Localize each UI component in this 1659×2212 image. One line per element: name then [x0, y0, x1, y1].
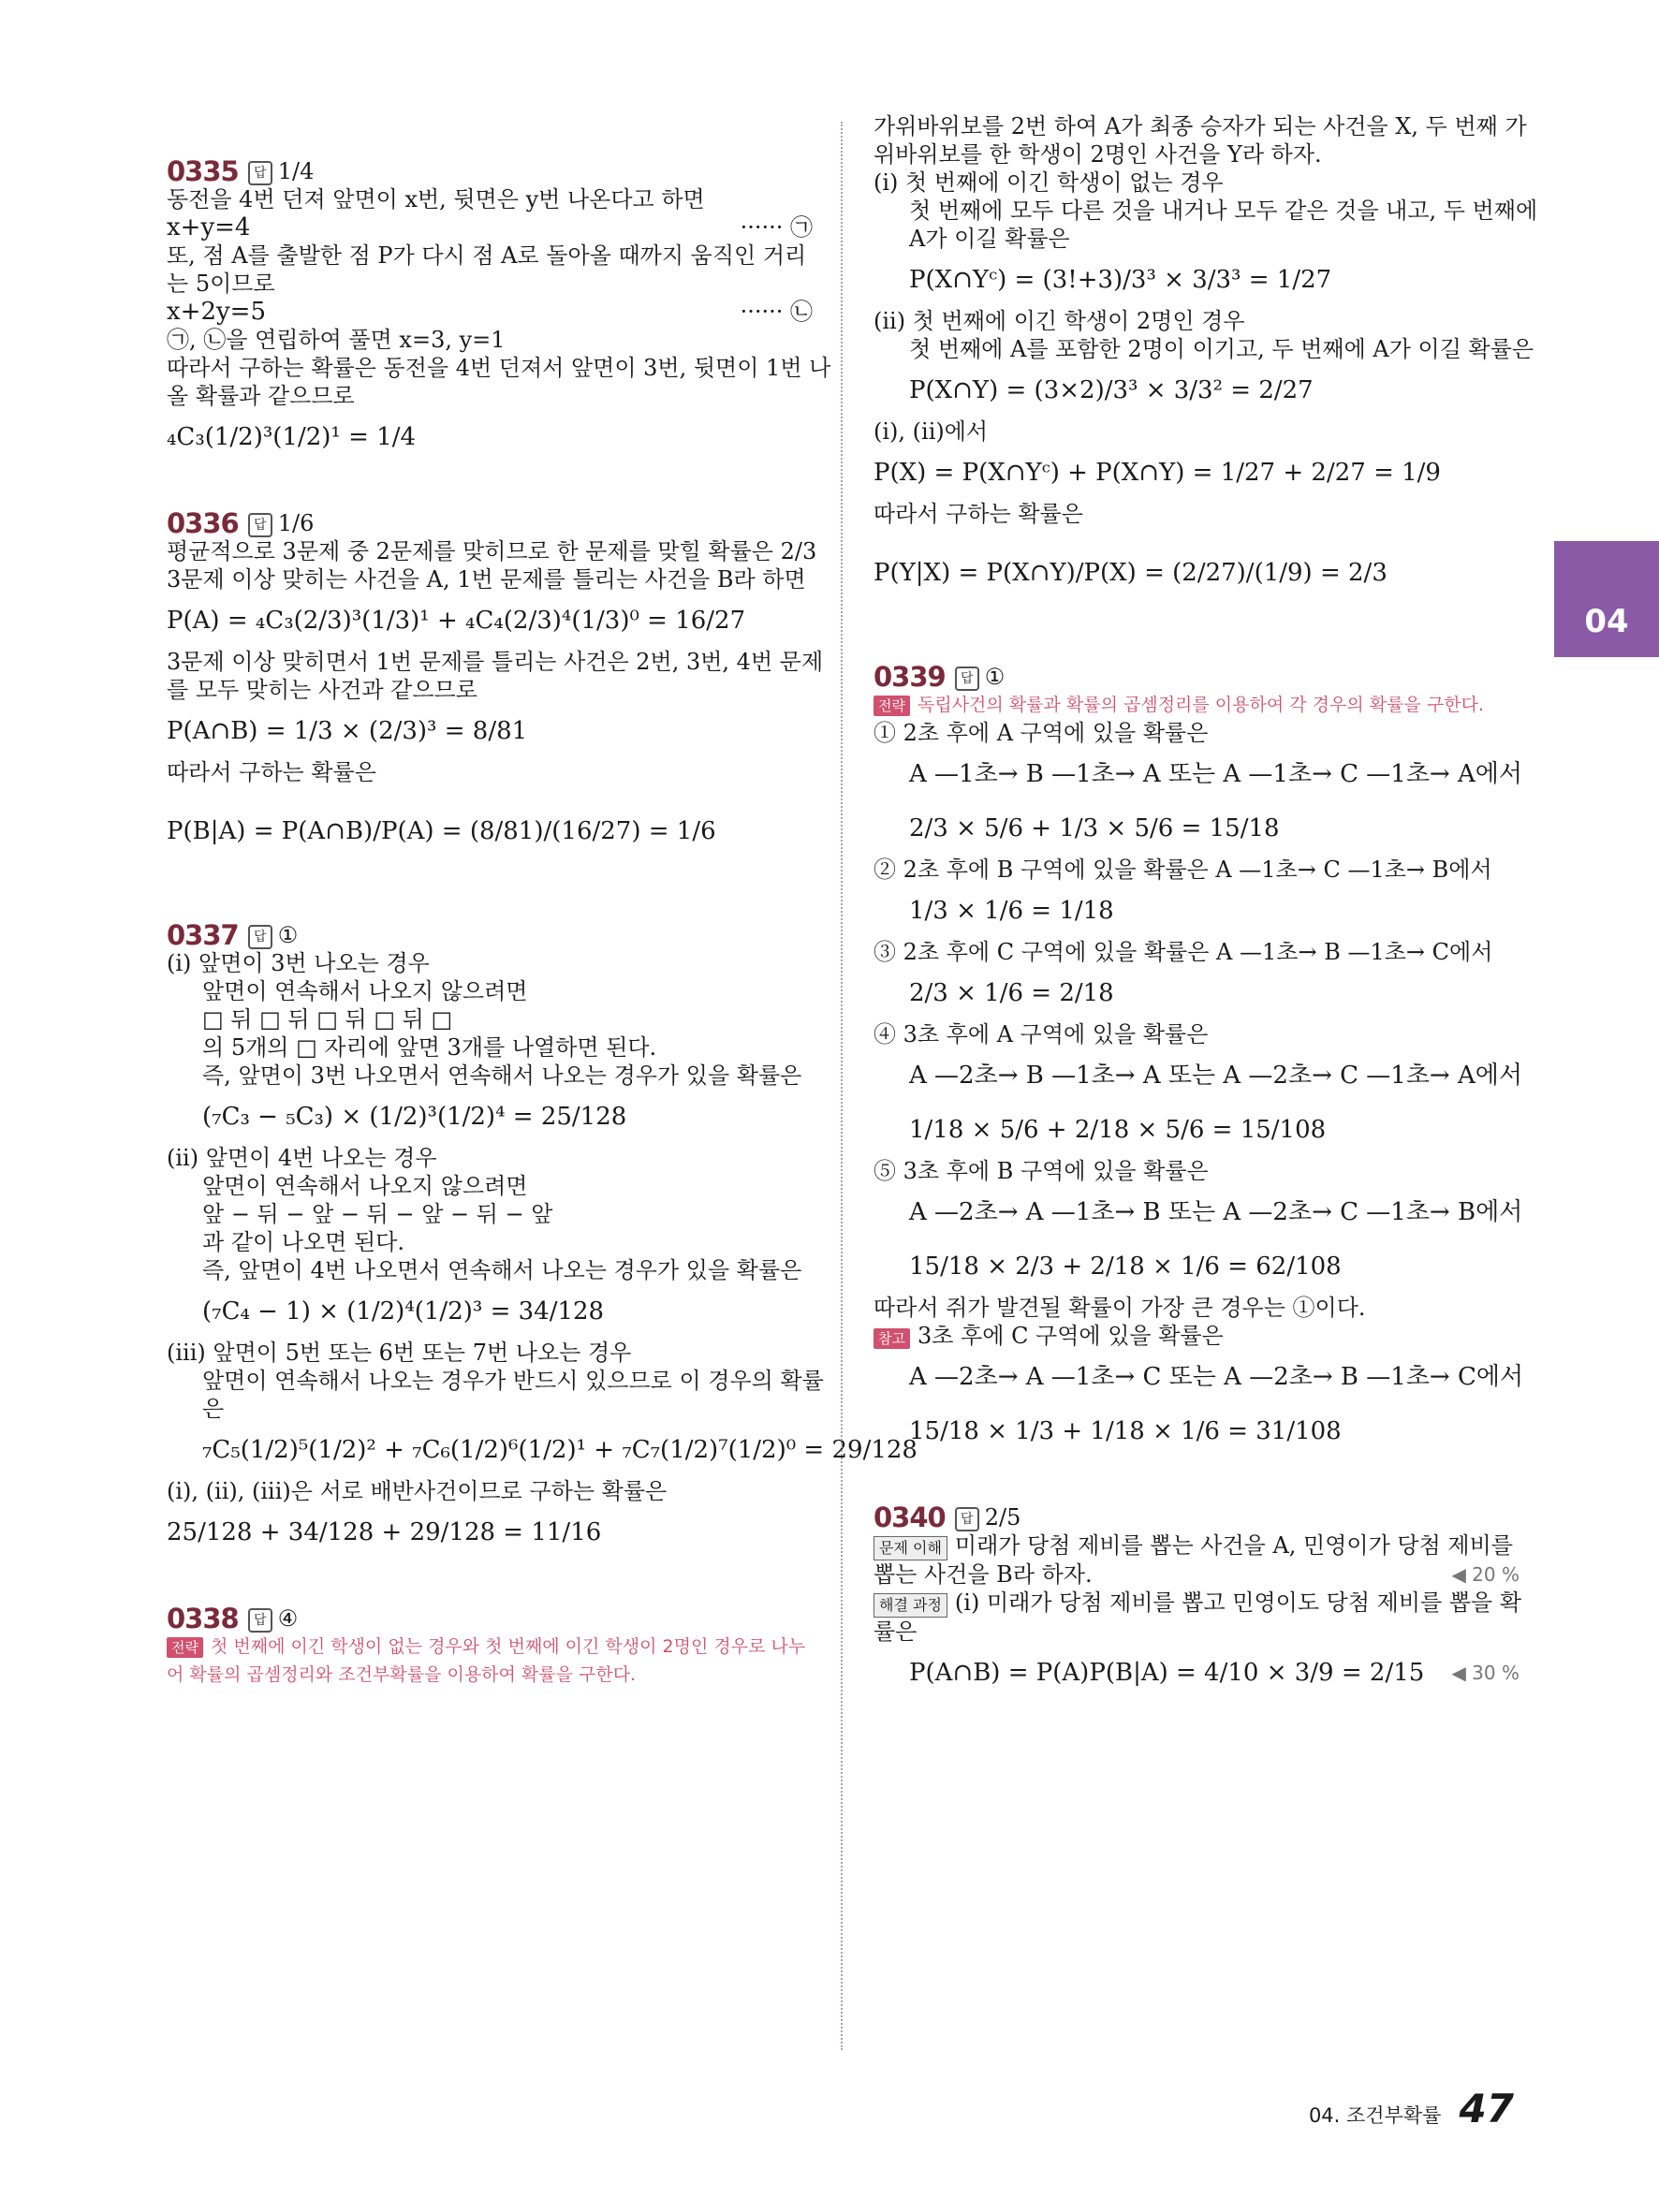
indented-text: [167, 1062, 813, 1090]
body-text: [167, 1339, 813, 1367]
text-content: 또, 점 A를 출발한 점 P가 다시 점 A로 돌아올 때까지 움직인 거리: [167, 242, 807, 269]
formula: P(A∩B) = P(A)P(B|A) = 4/10 × 3/9 = 2/15: [909, 1659, 1425, 1687]
indented-text: [874, 197, 1538, 225]
math-line: [874, 1239, 1520, 1294]
math-line: [874, 1185, 1523, 1239]
body-text: [874, 307, 1520, 335]
text-content: □ 뒤 □ 뒤 □ 뒤 □ 뒤 □: [202, 1006, 453, 1033]
formula: P(X) = P(X∩Yᶜ) + P(X∩Y) = 1/27 + 2/27 = 1/9: [874, 459, 1441, 487]
body-text: [167, 565, 813, 593]
body-text: [874, 856, 1520, 884]
body-text: [874, 1294, 1520, 1322]
text-content: 첫 번째에 A를 포함한 2명이 이기고, 두 번째에 A가 이길 확률은: [909, 336, 1534, 362]
formula: P(Y|X) = P(X∩Y)/P(X) = (2/27)/(1/9) = 2/3: [874, 559, 1387, 587]
strategy-note: [874, 691, 1520, 719]
text-content: ④ 3초 후에 A 구역에 있을 확률은: [874, 1021, 1209, 1047]
equation-ref: ······ ㉡: [740, 299, 813, 325]
step-text: (i) 미래가 당첨 제비를 뽑고 민영이도 당첨 제비를 뽑을 확: [954, 1589, 1522, 1616]
chapter-tab: [1554, 541, 1659, 657]
body-text: [874, 500, 1520, 528]
text-content: 3문제 이상 맞히는 사건을 A, 1번 문제를 틀리는 사건을 B라 하면: [167, 566, 806, 593]
answer-value: 1/6: [277, 510, 315, 536]
text-content: 따라서 구하는 확률은: [167, 759, 376, 785]
answer-badge: 답: [955, 667, 979, 691]
text-content: 은: [202, 1396, 225, 1422]
problem-number: 0336: [167, 507, 239, 539]
body-text: [167, 1477, 813, 1505]
formula: (₇C₃ − ₅C₃) × (1/2)³(1/2)⁴ = 25/128: [202, 1103, 627, 1131]
text-content: 가위바위보를 2번 하여 A가 최종 승자가 되는 사건을 X, 두 번째 가: [874, 113, 1527, 139]
strategy-text: 독립사건의 확률과 확률의 곱셈정리를 이용하여 각 경우의 확률을 구한다.: [917, 695, 1484, 715]
text-content: 앞면이 연속해서 나오는 경우가 반드시 있으므로 이 경우의 확률: [202, 1368, 824, 1394]
text-content: (ii) 첫 번째에 이긴 학생이 2명인 경우: [874, 308, 1245, 334]
problem-number: 0340: [874, 1502, 946, 1533]
math-line: [167, 1284, 813, 1339]
problem-number: 0337: [167, 919, 239, 951]
reference-note: [874, 1322, 1520, 1350]
text-content: (i) 앞면이 3번 나오는 경우: [167, 950, 430, 976]
formula: 2/3 × 1/6 = 2/18: [909, 979, 1114, 1007]
body-text: [167, 537, 817, 565]
formula: 15/18 × 1/3 + 1/18 × 1/6 = 31/108: [909, 1417, 1342, 1445]
math-line: [167, 1505, 813, 1560]
indented-text: [167, 1256, 813, 1284]
math-line: [167, 1090, 813, 1144]
text-content: 따라서 구하는 확률은: [874, 501, 1083, 527]
step-tag: 문제 이해: [874, 1536, 947, 1560]
formula: ₇C₅(1/2)⁵(1/2)² + ₇C₆(1/2)⁶(1/2)¹ + ₇C₇(1/2)⁷(1/2)⁰ = 29/128: [202, 1436, 918, 1464]
reference-text: 3초 후에 C 구역에 있을 확률은: [917, 1323, 1224, 1349]
body-text: [167, 354, 831, 382]
step-text: 미래가 당첨 제비를 뽑는 사건을 A, 민영이가 당첨 제비를: [954, 1532, 1513, 1559]
formula: P(X∩Yᶜ) = (3!+3)/3³ × 3/3³ = 1/27: [909, 266, 1332, 294]
math-line: [167, 1423, 918, 1477]
math-line: [874, 1048, 1520, 1103]
text-content: ③ 2초 후에 C 구역에 있을 확률은 A —1초→ B —1초→ C에서: [874, 939, 1493, 965]
body-text: [874, 140, 1520, 168]
answer-badge: 답: [248, 513, 272, 537]
body-text: [167, 270, 813, 298]
strategy-note: [167, 1633, 813, 1689]
page-number: 47: [1459, 2086, 1514, 2131]
formula: P(X∩Y) = (3×2)/3³ × 3/3² = 2/27: [909, 376, 1314, 404]
answer-badge: 답: [248, 1608, 272, 1633]
text-content: A가 이길 확률은: [909, 226, 1070, 252]
body-text: [874, 417, 1520, 446]
formula: 25/128 + 34/128 + 29/128 = 11/16: [167, 1518, 602, 1546]
text-content: ㉠, ㉡을 연립하여 풀면 x=3, y=1: [167, 327, 506, 353]
problem-header: [874, 1487, 1520, 1531]
answer-value: 1/4: [277, 158, 315, 184]
math-line: [167, 786, 813, 876]
text-content: ⑤ 3초 후에 B 구역에 있을 확률은: [874, 1158, 1209, 1184]
math-line: [874, 363, 1520, 417]
problem-header: [874, 646, 1520, 691]
strategy-text: 첫 번째에 이긴 학생이 없는 경우와 첫 번째에 이긴 학생이 2명인 경우로 나누어 확률의 곱셈정리와 조건부확률을 이용하여 확률을 구한다.: [167, 1636, 806, 1685]
score-percent: ◀ 30 %: [1451, 1662, 1520, 1684]
equation: x+y=4: [167, 213, 251, 242]
answer-badge: 답: [248, 925, 272, 949]
step-text: 률은: [874, 1619, 918, 1645]
text-content: 동전을 4번 던져 앞면이 x번, 뒷면은 y번 나온다고 하면: [167, 186, 705, 212]
graded-step: [874, 1531, 1520, 1560]
text-content: (iii) 앞면이 5번 또는 6번 또는 7번 나오는 경우: [167, 1340, 632, 1366]
problem-header: [167, 140, 813, 185]
body-text: [167, 949, 813, 977]
text-content: 평균적으로 3문제 중 2문제를 맞히므로 한 문제를 맞힐 확률은 2/3: [167, 538, 817, 564]
answer-value: ①: [277, 922, 299, 948]
answer-badge: 답: [955, 1507, 979, 1531]
math-line: [874, 884, 1520, 938]
text-content: 앞면이 연속해서 나오지 않으려면: [202, 1173, 528, 1199]
math-line: [167, 410, 813, 464]
math-line: [874, 966, 1520, 1020]
indented-text: [167, 1228, 813, 1256]
answer-value: ①: [984, 664, 1006, 690]
body-text: [167, 242, 813, 270]
math-line: [874, 446, 1520, 500]
indented-text: [167, 1172, 813, 1200]
text-content: (i), (ii)에서: [874, 418, 989, 445]
body-text: [874, 1020, 1520, 1048]
problem-number: 0335: [167, 155, 239, 187]
problem-header: [167, 904, 813, 949]
body-text: [874, 1157, 1520, 1185]
text-content: ① 2초 후에 A 구역에 있을 확률은: [874, 720, 1209, 746]
text-content: 따라서 쥐가 발견될 확률이 가장 큰 경우는 ①이다.: [874, 1295, 1366, 1321]
indented-text: [167, 1395, 813, 1423]
equation: x+2y=5: [167, 298, 267, 326]
graded-step-cont: [874, 1618, 1520, 1646]
graded-step-cont: [874, 1560, 1520, 1589]
formula: P(B|A) = P(A∩B)/P(A) = (8/81)/(16/27) = 1/6: [167, 817, 716, 845]
formula: P(A) = ₄C₃(2/3)³(1/3)¹ + ₄C₄(2/3)⁴(1/3)⁰ = 16/27: [167, 607, 746, 635]
body-text: [167, 648, 824, 676]
strategy-tag: 전략: [167, 1637, 203, 1658]
problem-header: [167, 1588, 813, 1633]
text-content: (i), (ii), (iii)은 서로 배반사건이므로 구하는 확률은: [167, 1478, 668, 1504]
formula: A —1초→ B —1초→ A 또는 A —1초→ C —1초→ A에서: [909, 760, 1522, 788]
body-text: [167, 1144, 813, 1172]
text-content: 즉, 앞면이 4번 나오면서 연속해서 나오는 경우가 있을 확률은: [202, 1257, 802, 1283]
equation-line: [167, 213, 813, 242]
body-text: [874, 168, 1520, 197]
chapter-tab-label: 04: [1584, 603, 1629, 640]
indented-text: [874, 335, 1534, 363]
problem-header: [167, 492, 813, 537]
text-content: (ii) 앞면이 4번 나오는 경우: [167, 1145, 437, 1171]
formula: 1/18 × 5/6 + 2/18 × 5/6 = 15/108: [909, 1116, 1327, 1144]
body-text: [167, 185, 813, 213]
formula: P(A∩B) = 1/3 × (2/3)³ = 8/81: [167, 717, 528, 745]
body-text: [874, 938, 1520, 966]
formula: (₇C₄ − 1) × (1/2)⁴(1/2)³ = 34/128: [202, 1297, 605, 1326]
step-text: 뽑는 사건을 B라 하자.: [874, 1561, 1093, 1588]
page-footer: [1309, 2086, 1514, 2131]
reference-tag: 참고: [874, 1328, 910, 1349]
indented-text: [167, 977, 813, 1005]
formula: A —2초→ A —1초→ B 또는 A —2초→ C —1초→ B에서: [909, 1198, 1523, 1226]
indented-text: [167, 1005, 813, 1033]
text-content: ② 2초 후에 B 구역에 있을 확률은 A —1초→ C —1초→ B에서: [874, 857, 1492, 883]
equation-line: [167, 298, 813, 326]
graded-step: [874, 1589, 1520, 1618]
text-content: 과 같이 나오면 된다.: [202, 1229, 404, 1255]
math-line: [167, 593, 813, 648]
body-text: [167, 676, 813, 704]
math-line: [874, 1350, 1524, 1404]
footer-chapter: 04. 조건부확률: [1308, 2104, 1442, 2127]
problem-number: 0338: [167, 1603, 239, 1634]
text-content: (i) 첫 번째에 이긴 학생이 없는 경우: [874, 169, 1224, 196]
math-line: [874, 801, 1520, 856]
text-content: 첫 번째에 모두 다른 것을 내거나 모두 같은 것을 내고, 두 번째에: [909, 198, 1538, 224]
problem-number: 0339: [874, 661, 946, 693]
formula: ₄C₃(1/2)³(1/2)¹ = 1/4: [167, 423, 417, 451]
math-line: [874, 747, 1520, 801]
formula: 2/3 × 5/6 + 1/3 × 5/6 = 15/18: [909, 814, 1280, 842]
indented-text: [167, 1200, 813, 1228]
body-text: [874, 719, 1520, 747]
indented-text: [874, 225, 1520, 253]
formula: 1/3 × 1/6 = 1/18: [909, 897, 1114, 925]
text-content: 올 확률과 같으므로: [167, 383, 355, 409]
score-percent: ◀ 20 %: [1451, 1563, 1520, 1586]
indented-text: [167, 1033, 813, 1062]
text-content: 위바위보를 한 학생이 2명인 사건을 Y라 하자.: [874, 141, 1322, 168]
body-text: [874, 112, 1527, 140]
text-content: 앞 − 뒤 − 앞 − 뒤 − 앞 − 뒤 − 앞: [202, 1201, 553, 1227]
math-line: [874, 528, 1520, 618]
math-line: [167, 704, 813, 758]
body-text: [167, 758, 813, 786]
formula: 15/18 × 2/3 + 2/18 × 1/6 = 62/108: [909, 1252, 1342, 1281]
text-content: 즉, 앞면이 3번 나오면서 연속해서 나오는 경우가 있을 확률은: [202, 1062, 802, 1089]
answer-value: ④: [277, 1605, 299, 1632]
text-content: 따라서 구하는 확률은 동전을 4번 던져서 앞면이 3번, 뒷면이 1번 나: [167, 355, 831, 381]
column-divider: [841, 122, 843, 2050]
body-text: [167, 382, 813, 410]
text-content: 앞면이 연속해서 나오지 않으려면: [202, 978, 528, 1004]
indented-text: [167, 1367, 824, 1395]
text-content: 의 5개의 □ 자리에 앞면 3개를 나열하면 된다.: [202, 1034, 657, 1061]
formula: A —2초→ A —1초→ C 또는 A —2초→ B —1초→ C에서: [909, 1363, 1524, 1391]
equation-ref: ······ ㉠: [740, 214, 813, 241]
math-line: [874, 1103, 1520, 1157]
formula: A —2초→ B —1초→ A 또는 A —2초→ C —1초→ A에서: [909, 1062, 1522, 1090]
body-text: [167, 326, 813, 354]
answer-badge: 답: [248, 161, 272, 185]
graded-step-formula: [874, 1646, 1520, 1700]
math-line: [874, 1404, 1520, 1458]
step-tag: 해결 과정: [874, 1593, 947, 1618]
strategy-tag: 전략: [874, 696, 910, 716]
text-content: 3문제 이상 맞히면서 1번 문제를 틀리는 사건은 2번, 3번, 4번 문제: [167, 649, 824, 675]
math-line: [874, 253, 1520, 307]
answer-value: 2/5: [984, 1504, 1021, 1531]
right-column: [874, 112, 1538, 1700]
text-content: 는 5이므로: [167, 271, 275, 297]
text-content: 를 모두 맞히는 사건과 같으므로: [167, 677, 477, 703]
